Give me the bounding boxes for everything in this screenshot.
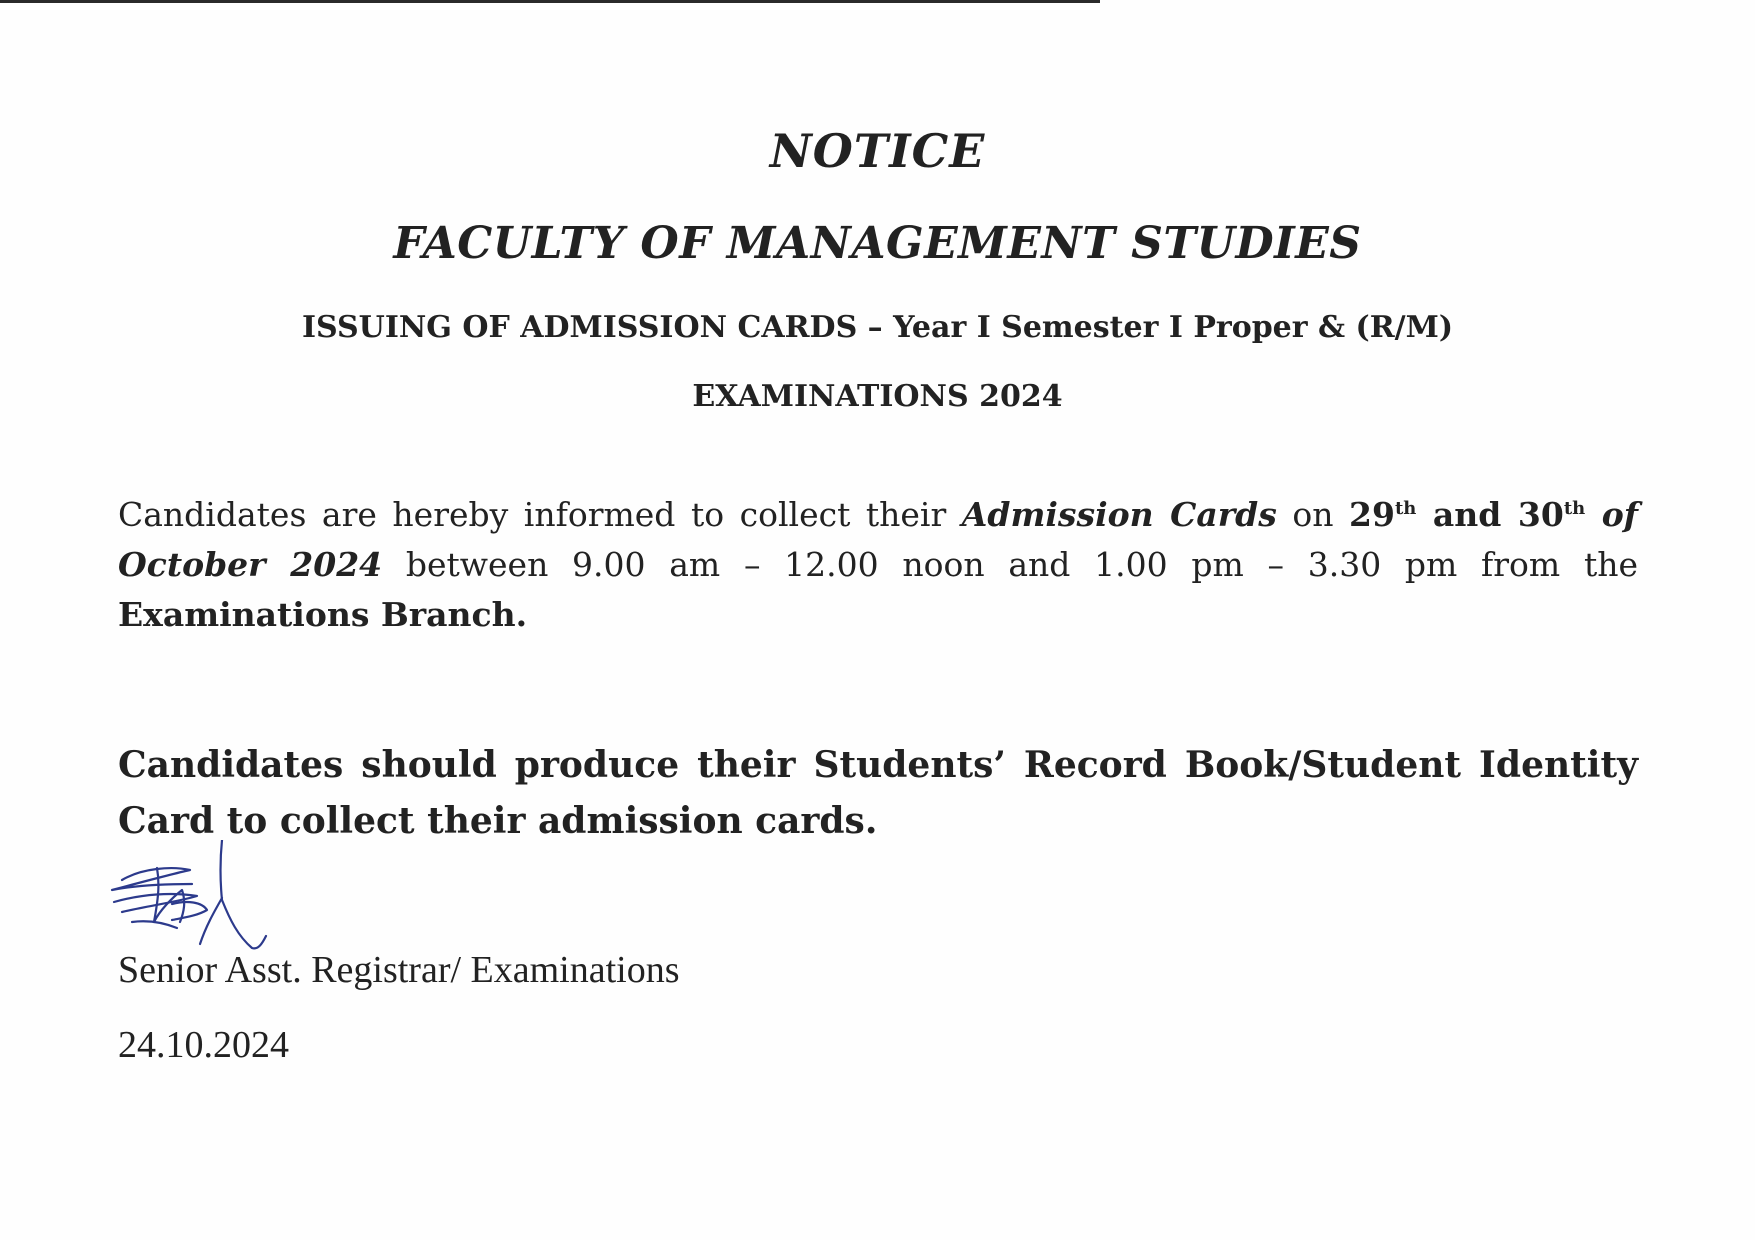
record-book-paragraph: Candidates should produce their Students’ Record Book/Student Identity Card to collect their admission cards. [118, 744, 1638, 842]
examinations-branch-text: Examinations Branch. [118, 595, 528, 634]
top-border-line [0, 0, 1100, 3]
signatory-title: Senior Asst. Registrar/ Examinations [118, 949, 680, 991]
date-day2: 30 [1517, 495, 1564, 534]
date-day1: 29 [1349, 495, 1395, 534]
para1-and: and [1416, 495, 1518, 534]
examinations-subtitle: EXAMINATIONS 2024 [692, 379, 1063, 414]
date-day2-suffix: th [1563, 498, 1586, 519]
notice-date: 24.10.2024 [118, 1024, 289, 1066]
notice-title: NOTICE [769, 124, 986, 178]
date-day1-suffix: th [1394, 498, 1417, 519]
admission-cards-text: Admission Cards [961, 495, 1277, 534]
para1-time: between 9.00 am – 12.00 noon and 1.00 pm – 3.30 pm from the [382, 545, 1638, 584]
para1-intro: Candidates are hereby informed to collect their [118, 495, 962, 534]
collection-paragraph [118, 490, 1638, 640]
issuing-subtitle: ISSUING OF ADMISSION CARDS – Year I Semester I Proper & (R/M) [301, 310, 1454, 345]
para1-on: on [1276, 495, 1350, 534]
faculty-title: FACULTY OF MANAGEMENT STUDIES [393, 218, 1362, 269]
date-month-year: of October 2024 [118, 495, 1638, 584]
